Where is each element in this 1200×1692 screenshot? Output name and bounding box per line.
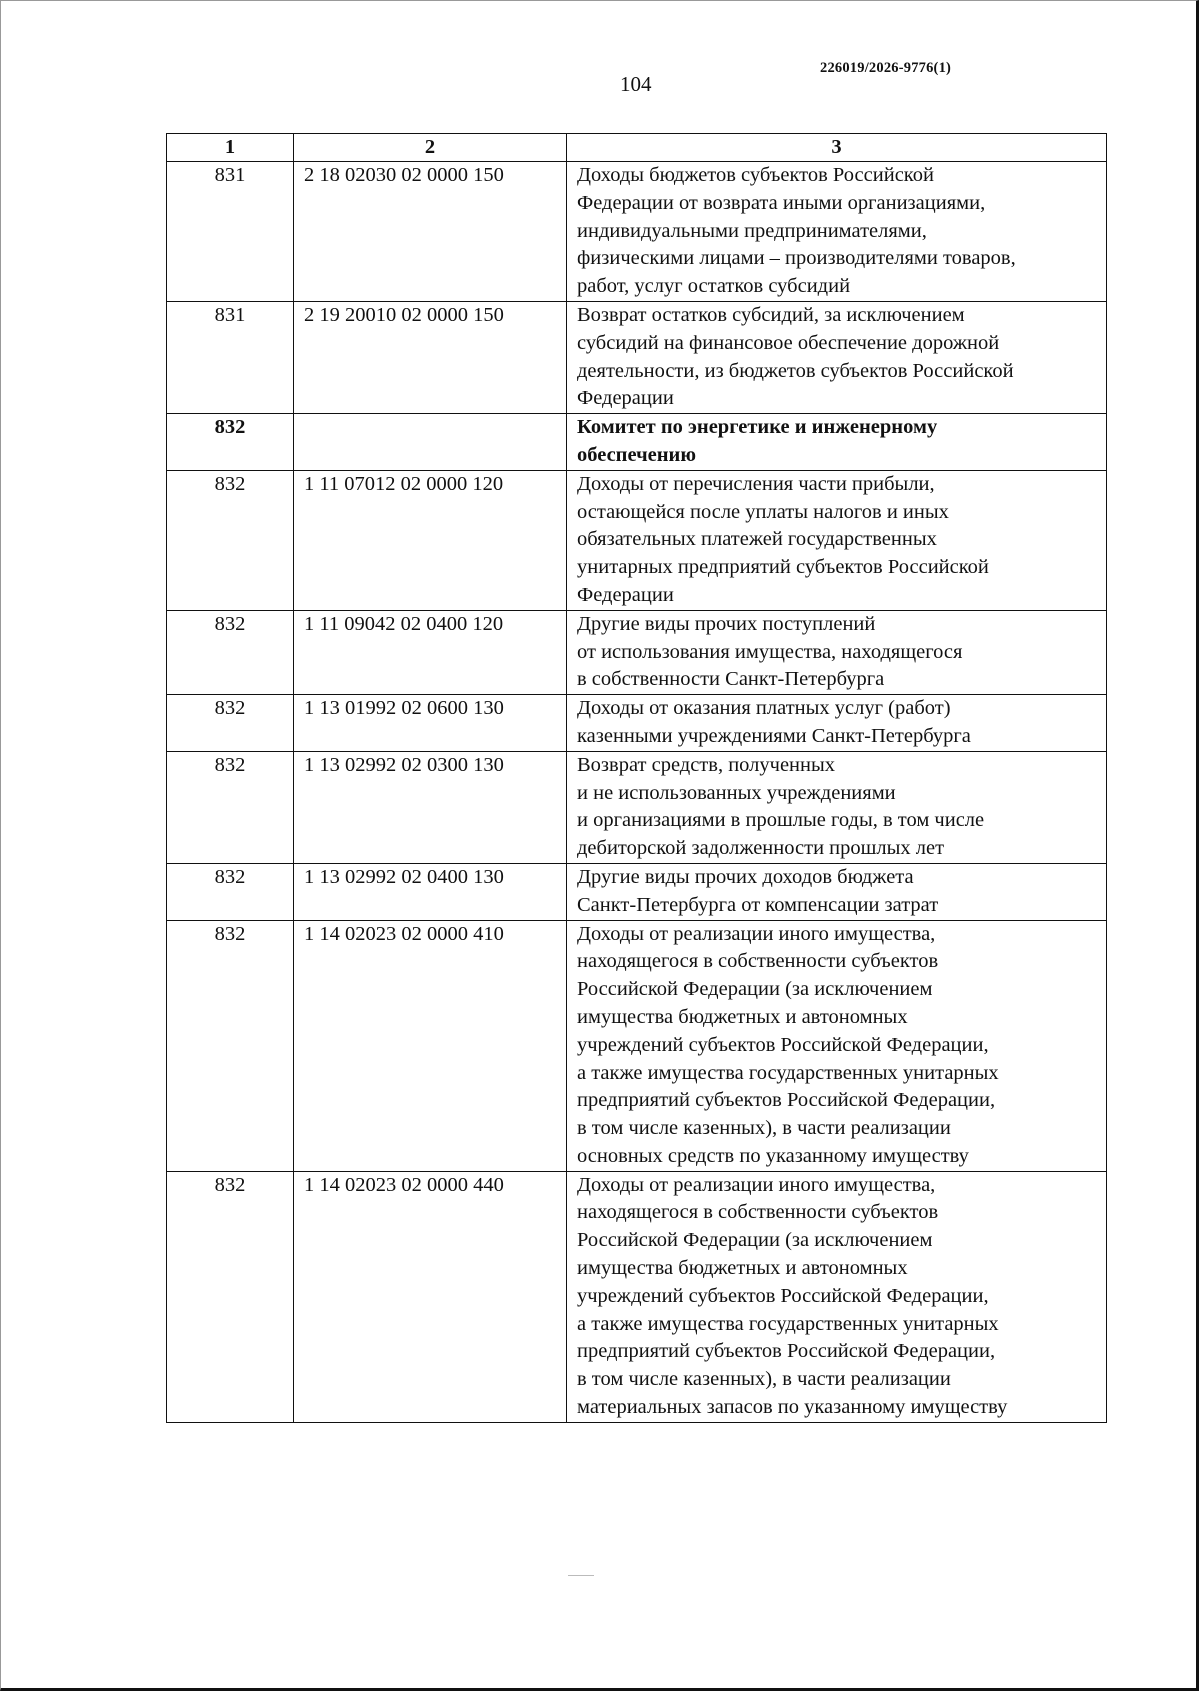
revenue-description-cell: [567, 414, 1107, 471]
budget-classification-table: [166, 133, 1107, 1423]
revenue-description-cell: [567, 162, 1107, 302]
description-line: Возврат средств, полученных: [577, 753, 836, 776]
description-line: Другие виды прочих доходов бюджета: [577, 865, 914, 888]
revenue-description-cell: [567, 695, 1107, 752]
description-line: и не использованных учреждениями: [577, 781, 896, 804]
admin-code-cell: 832: [167, 470, 294, 610]
revenue-description-cell: [567, 863, 1107, 920]
description-line: Доходы от реализации иного имущества,: [577, 1173, 936, 1196]
description-line: остающейся после уплаты налогов и иных: [577, 500, 949, 523]
description-line: унитарных предприятий субъектов Российской: [577, 556, 989, 579]
admin-code-cell: 832: [167, 863, 294, 920]
description-line: Федерации: [577, 387, 674, 410]
table-row: [167, 751, 1107, 863]
description-line: Санкт-Петербурга от компенсации затрат: [577, 893, 939, 916]
scan-mark: [568, 1575, 594, 1576]
revenue-code-cell: 1 13 01992 02 0600 130: [294, 695, 567, 752]
description-line: и организациями в прошлые годы, в том числе: [577, 809, 985, 832]
description-line: материальных запасов по указанному имуществу: [577, 1396, 1008, 1419]
revenue-description-cell: [567, 920, 1107, 1171]
revenue-code-cell: 2 19 20010 02 0000 150: [294, 301, 567, 413]
description-line: в том числе казенных), в части реализации: [577, 1117, 951, 1140]
description-line: обязательных платежей государственных: [577, 528, 937, 551]
document-id: 226019/2026-9776(1): [820, 60, 952, 76]
admin-code-cell: 832: [167, 414, 294, 471]
admin-code-cell: 831: [167, 162, 294, 302]
description-line: предприятий субъектов Российской Федерации,: [577, 1089, 996, 1112]
description-line: индивидуальными предпринимателями,: [577, 219, 927, 242]
revenue-description-cell: [567, 1171, 1107, 1422]
table-row: [167, 162, 1107, 302]
page-number: 104: [620, 72, 652, 96]
description-line: имущества бюджетных и автономных: [577, 1257, 908, 1280]
column-header-1: 1: [167, 134, 294, 162]
admin-code-cell: 832: [167, 610, 294, 694]
description-line: Российской Федерации (за исключением: [577, 1229, 933, 1252]
table-row: [167, 695, 1107, 752]
description-line: казенными учреждениями Санкт-Петербурга: [577, 724, 971, 747]
description-line: в том числе казенных), в части реализации: [577, 1368, 951, 1391]
revenue-code-cell: 2 18 02030 02 0000 150: [294, 162, 567, 302]
description-line: в собственности Санкт-Петербурга: [577, 668, 885, 691]
table-row: [167, 414, 1107, 471]
table-row: [167, 920, 1107, 1171]
description-line: Комитет по энергетике и инженерному: [577, 416, 938, 439]
revenue-code-cell: 1 11 09042 02 0400 120: [294, 610, 567, 694]
admin-code-cell: 832: [167, 751, 294, 863]
table-row: [167, 610, 1107, 694]
revenue-code-cell: 1 14 02023 02 0000 410: [294, 920, 567, 1171]
revenue-description-cell: [567, 751, 1107, 863]
column-header-2: 2: [294, 134, 567, 162]
revenue-description-cell: [567, 610, 1107, 694]
description-line: предприятий субъектов Российской Федерации,: [577, 1340, 996, 1363]
admin-code-cell: 832: [167, 1171, 294, 1422]
table-row: [167, 1171, 1107, 1422]
table-row: [167, 863, 1107, 920]
description-line: Возврат остатков субсидий, за исключением: [577, 303, 965, 326]
description-line: основных средств по указанному имуществу: [577, 1144, 969, 1167]
description-line: Федерации от возврата иными организациями,: [577, 191, 986, 214]
description-line: находящегося в собственности субъектов: [577, 950, 939, 973]
description-line: от использования имущества, находящегося: [577, 640, 963, 663]
description-line: а также имущества государственных унитарных: [577, 1312, 999, 1335]
description-line: Доходы от реализации иного имущества,: [577, 922, 936, 945]
revenue-description-cell: [567, 470, 1107, 610]
description-line: Доходы от перечисления части прибыли,: [577, 472, 935, 495]
description-line: работ, услуг остатков субсидий: [577, 275, 851, 298]
description-line: учреждений субъектов Российской Федерации,: [577, 1033, 989, 1056]
admin-code-cell: 832: [167, 920, 294, 1171]
description-line: Доходы бюджетов субъектов Российской: [577, 164, 934, 186]
description-line: дебиторской задолженности прошлых лет: [577, 837, 945, 860]
admin-code-cell: 832: [167, 695, 294, 752]
table-row: [167, 301, 1107, 413]
admin-code-cell: 831: [167, 301, 294, 413]
table-header-row: [167, 134, 1107, 162]
revenue-code-cell: 1 13 02992 02 0400 130: [294, 863, 567, 920]
table-body: [167, 162, 1107, 1423]
description-line: Федерации: [577, 583, 674, 606]
description-line: а также имущества государственных унитарных: [577, 1061, 999, 1084]
revenue-code-cell: [294, 414, 567, 471]
description-line: Российской Федерации (за исключением: [577, 978, 933, 1001]
description-line: находящегося в собственности субъектов: [577, 1201, 939, 1224]
table-row: [167, 470, 1107, 610]
revenue-code-cell: 1 14 02023 02 0000 440: [294, 1171, 567, 1422]
description-line: учреждений субъектов Российской Федерации,: [577, 1284, 989, 1307]
description-line: Доходы от оказания платных услуг (работ): [577, 697, 951, 720]
description-line: физическими лицами – производителями товаров,: [577, 247, 1016, 270]
description-line: субсидий на финансовое обеспечение дорожной: [577, 331, 1000, 354]
revenue-description-cell: [567, 301, 1107, 413]
description-line: обеспечению: [577, 443, 697, 466]
description-line: Другие виды прочих поступлений: [577, 612, 876, 635]
column-header-3: 3: [567, 134, 1107, 162]
description-line: имущества бюджетных и автономных: [577, 1005, 908, 1028]
description-line: деятельности, из бюджетов субъектов Российской: [577, 359, 1014, 382]
revenue-code-cell: 1 13 02992 02 0300 130: [294, 751, 567, 863]
revenue-code-cell: 1 11 07012 02 0000 120: [294, 470, 567, 610]
